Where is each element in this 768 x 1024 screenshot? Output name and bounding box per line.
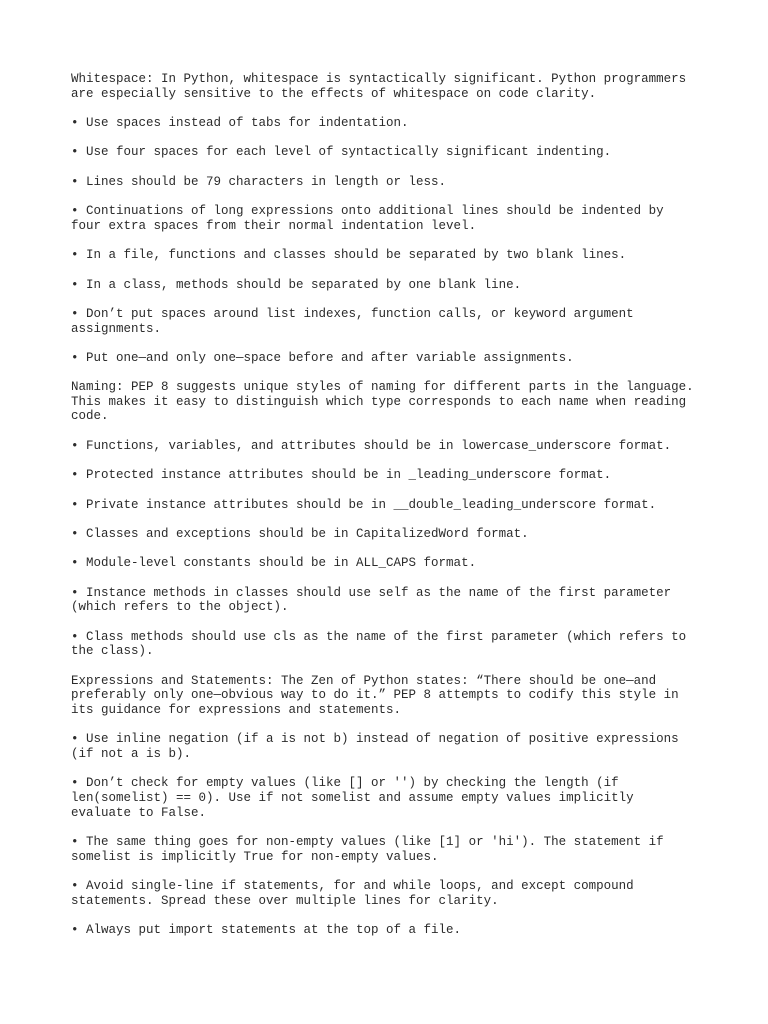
bullet-item: • Instance methods in classes should use self as the name of the first parameter (which refers to the object). (71, 585, 672, 615)
bullet-item: • Avoid single-line if statements, for and while loops, and except compound statements. Spread these over multiple lines for clarity. (71, 878, 634, 908)
bullet-item: • Always put import statements at the top of a file. (71, 922, 462, 937)
document-body (71, 72, 703, 952)
bullet-item: • Protected instance attributes should be in _leading_underscore format. (71, 468, 612, 483)
section-expressions-intro: Expressions and Statements: The Zen of Python states: “There should be one—and preferably only one—obvious way to do it.” PEP 8 attempts to codify this style in its guidance for expressions and statements. (71, 673, 679, 717)
bullet-item: • Use four spaces for each level of syntactically significant indenting. (71, 145, 612, 160)
bullet-item: • The same thing goes for non-empty values (like [1] or 'hi'). The statement if somelist is implicitly True for non-empty values. (71, 834, 664, 864)
bullet-item: • Module-level constants should be in ALL_CAPS format. (71, 556, 477, 571)
bullet-item: • Class methods should use cls as the name of the first parameter (which refers to the class). (71, 629, 687, 659)
bullet-item: • In a file, functions and classes should be separated by two blank lines. (71, 248, 627, 263)
bullet-item: • Don’t check for empty values (like [] or '') by checking the length (if len(somelist) == 0). Use if not somelist and assume empty values implicitly evaluate to False. (71, 776, 634, 820)
bullet-item: • In a class, methods should be separated by one blank line. (71, 277, 522, 292)
bullet-item: • Don’t put spaces around list indexes, function calls, or keyword argument assignments. (71, 306, 634, 336)
section-whitespace-intro: Whitespace: In Python, whitespace is syntactically significant. Python programmers are especially sensitive to the effects of whitespace on code clarity. (71, 72, 687, 101)
bullet-item: • Use inline negation (if a is not b) instead of negation of positive expressions (if not a is b). (71, 732, 679, 761)
bullet-item: • Functions, variables, and attributes should be in lowercase_underscore format. (71, 438, 672, 453)
bullet-item: • Private instance attributes should be in __double_leading_underscore format. (71, 497, 657, 512)
bullet-item: • Continuations of long expressions onto additional lines should be indented by four extra spaces from their normal indentation level. (71, 204, 664, 233)
bullet-item: • Lines should be 79 characters in length or less. (71, 174, 447, 189)
bullet-item: • Classes and exceptions should be in CapitalizedWord format. (71, 527, 529, 542)
bullet-item: • Use spaces instead of tabs for indentation. (71, 115, 409, 130)
section-naming-intro: Naming: PEP 8 suggests unique styles of naming for different parts in the language. This makes it easy to distinguish which type corresponds to each name when reading code. (71, 380, 694, 424)
bullet-item: • Put one—and only one—space before and after variable assignments. (71, 350, 574, 365)
